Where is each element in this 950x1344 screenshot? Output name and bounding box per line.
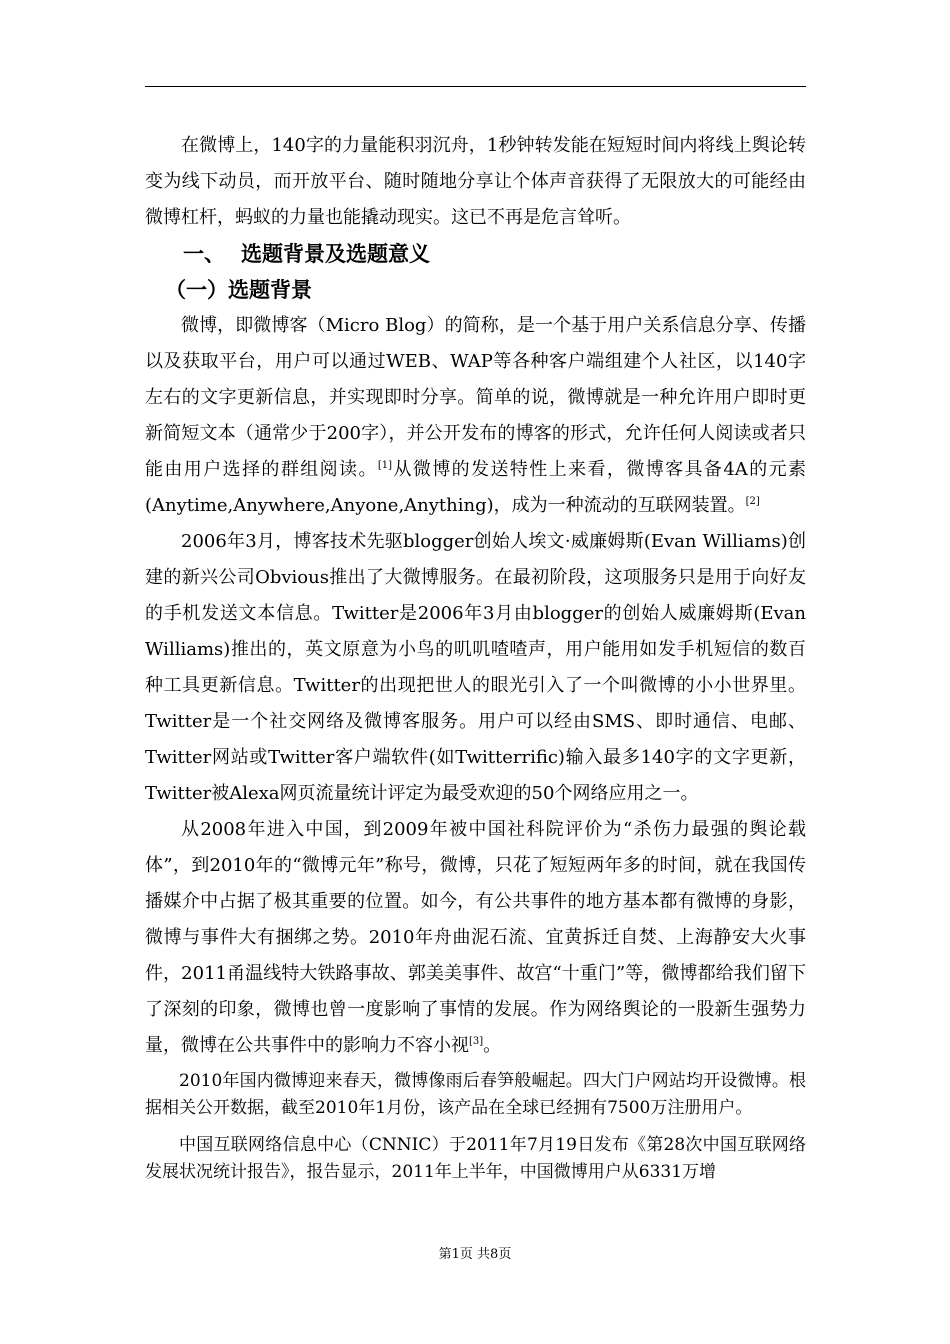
cnnic-paragraph: 中国互联网络信息中心（CNNIC）于2011年7月19日发布《第28次中国互联网络发展状况统计报告》，报告显示，2011年上半年，中国微博用户从6331万增 <box>145 1135 806 1182</box>
citation-2[interactable]: [2] <box>745 496 760 507</box>
definition-paragraph <box>145 308 806 524</box>
citation-1[interactable]: [1] <box>377 460 393 471</box>
china-weibo-text: 从2008年进入中国，到2009年被中国社科院评价为“杀伤力最强的舆论载体”，到2010年的“微博元年”称号，微博，只花了短短两年多的时间，就在我国传播媒介中占据了极其重要的位置。如今，有公共事件的地方基本都有微博的身影，微博与事件大有捆绑之势。2010年舟曲泥石流、宜黄拆迁自焚、上海静安大火事件，2011甬温线特大铁路事故、郭美美事件、故宫“十重门”等，微博都给我们留下了深刻的印象，微博也曾一度影响了事情的发展。作为网络舆论的一股新生强势力量，微博在公共事件中的影响力不容小视 <box>145 819 806 1056</box>
definition-text-2: 从微博的发送特性上来看，微博客具备4A的元素(Anytime,Anywhere,Anyone,Anything)，成为一种流动的互联网装置。 <box>145 459 807 516</box>
definition-text: 微博，即微博客（Micro Blog）的简称，是一个基于用户关系信息分享、传播以及获取平台，用户可以通过WEB、WAP等各种客户端组建个人社区，以140字左右的文字更新信息，并实现即时分享。简单的说，微博就是一种允许用户即时更新简短文本（通常少于200字），并公开发布的博客的形式，允许任何人阅读或者只能由用户选择的群组阅读。 <box>145 315 806 480</box>
china-weibo-end: 。 <box>483 1035 502 1056</box>
twitter-history-paragraph: 2006年3月，博客技术先驱blogger创始人埃文·威廉姆斯(Evan Williams)创建的新兴公司Obvious推出了大微博服务。在最初阶段，这项服务只是用于向好友的手机发送文本信息。Twitter是2006年3月由blogger的创始人威廉姆斯(Evan Williams)推出的，英文原意为小鸟的叽叽喳喳声，用户能用如发手机短信的数百种工具更新信息。Twitter的出现把世人的眼光引入了一个叫微博的小小世界里。Twitter是一个社交网络及微博客服务。用户可以经由SMS、即时通信、电邮、Twitter网站或Twitter客户端软件(如Twitterrific)输入最多140字的文字更新，Twitter被Alexa网页流量统计评定为最受欢迎的50个网络应用之一。 <box>145 531 806 804</box>
china-weibo-paragraph <box>145 812 806 1064</box>
section-number: 一、 <box>183 242 225 266</box>
citation-3[interactable]: [3] <box>469 1036 484 1047</box>
page-footer: 第1页 共8页 <box>438 1247 512 1262</box>
subsection-heading: （一）选题背景 <box>165 278 312 302</box>
intro-paragraph: 在微博上，140字的力量能积羽沉舟，1秒钟转发能在短短时间内将线上舆论转变为线下动员，而开放平台、随时随地分享让个体声音获得了无限放大的可能经由微博杠杆，蚂蚁的力量也能撬动现实。这已不再是危言耸听。 <box>145 135 806 228</box>
section-heading <box>145 236 806 272</box>
document-body <box>145 128 806 1186</box>
weibo-spring-paragraph: 2010年国内微博迎来春天，微博像雨后春笋般崛起。四大门户网站均开设微博。根据相关公开数据，截至2010年1月份，该产品在全球已经拥有7500万注册用户。 <box>145 1071 806 1118</box>
section-title: 选题背景及选题意义 <box>241 242 430 266</box>
header-rule <box>145 86 806 87</box>
